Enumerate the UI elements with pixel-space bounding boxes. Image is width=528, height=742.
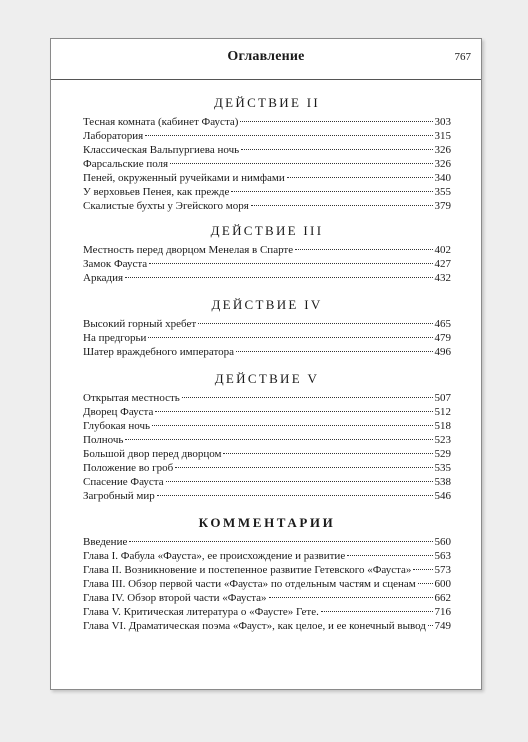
dot-leader bbox=[182, 397, 433, 398]
section-spacer bbox=[83, 285, 451, 297]
dot-leader bbox=[413, 569, 432, 570]
page-header bbox=[51, 39, 481, 80]
toc-entry-page: 402 bbox=[434, 244, 451, 256]
toc-entry-page: 340 bbox=[434, 172, 451, 184]
dot-leader bbox=[295, 249, 432, 250]
dot-leader bbox=[170, 163, 432, 164]
toc-entry[interactable] bbox=[83, 199, 451, 213]
toc-entry[interactable] bbox=[83, 257, 451, 271]
toc-entry-title: Тесная комната (кабинет Фауста) bbox=[83, 116, 239, 128]
toc-entry-page: 538 bbox=[434, 476, 451, 488]
dot-leader bbox=[125, 277, 432, 278]
toc-entry[interactable] bbox=[83, 345, 451, 359]
toc-entry-title: Местность перед дворцом Менелая в Спарте bbox=[83, 244, 294, 256]
section-spacer bbox=[83, 359, 451, 371]
toc-entry[interactable] bbox=[83, 129, 451, 143]
toc-entry[interactable] bbox=[83, 157, 451, 171]
toc-entry-page: 560 bbox=[434, 536, 451, 548]
section-heading-act-3: ДЕЙСТВИЕ III bbox=[210, 223, 324, 238]
toc-entry-page: 716 bbox=[434, 606, 451, 618]
section-spacer bbox=[83, 503, 451, 515]
toc-entry-page: 432 bbox=[434, 272, 451, 284]
toc-entry-page: 355 bbox=[434, 186, 451, 198]
toc-entry[interactable] bbox=[83, 619, 451, 633]
toc-entry-page: 427 bbox=[434, 258, 451, 270]
toc-entry-title: Глава IV. Обзор второй части «Фауста» bbox=[83, 592, 267, 604]
toc-entry-title: Дворец Фауста bbox=[83, 406, 154, 418]
dot-leader bbox=[251, 205, 433, 206]
toc-entry-page: 529 bbox=[434, 448, 451, 460]
book-page bbox=[50, 38, 482, 690]
toc-entry[interactable] bbox=[83, 461, 451, 475]
dot-leader bbox=[152, 425, 433, 426]
page-title: Оглавление bbox=[227, 49, 305, 64]
section-spacer bbox=[83, 213, 451, 223]
dot-leader bbox=[240, 121, 432, 122]
toc-entry[interactable] bbox=[83, 577, 451, 591]
toc-entry[interactable] bbox=[83, 605, 451, 619]
toc-entry-title: Глубокая ночь bbox=[83, 420, 150, 432]
section-heading-act-2: ДЕЙСТВИЕ II bbox=[213, 95, 321, 110]
toc-entry-page: 600 bbox=[434, 578, 451, 590]
dot-leader bbox=[166, 481, 433, 482]
dot-leader bbox=[148, 337, 432, 338]
dot-leader bbox=[287, 177, 433, 178]
toc-entry-page: 465 bbox=[434, 318, 451, 330]
dot-leader bbox=[145, 135, 432, 136]
toc-entry-title: Аркадия bbox=[83, 272, 124, 284]
toc-entry[interactable] bbox=[83, 243, 451, 257]
dot-leader bbox=[428, 625, 433, 626]
toc-entry[interactable] bbox=[83, 475, 451, 489]
toc-entry-page: 535 bbox=[434, 462, 451, 474]
toc-entry-title: Шатер враждебного императора bbox=[83, 346, 235, 358]
toc-entry-page: 303 bbox=[434, 116, 451, 128]
toc-entry[interactable] bbox=[83, 535, 451, 549]
toc-entry[interactable] bbox=[83, 489, 451, 503]
dot-leader bbox=[418, 583, 433, 584]
toc-entry-page: 326 bbox=[434, 144, 451, 156]
section-heading-commentary: КОММЕНТАРИИ bbox=[198, 515, 336, 530]
toc-entry-page: 512 bbox=[434, 406, 451, 418]
dot-leader bbox=[223, 453, 432, 454]
table-of-contents bbox=[83, 95, 451, 633]
toc-entry-title: Замок Фауста bbox=[83, 258, 148, 270]
toc-entry-title: Загробный мир bbox=[83, 490, 155, 502]
toc-entry[interactable] bbox=[83, 331, 451, 345]
toc-entry[interactable] bbox=[83, 447, 451, 461]
toc-entry-title: Глава V. Критическая литература о «Фаусте» Гете. bbox=[83, 606, 319, 618]
toc-entry[interactable] bbox=[83, 317, 451, 331]
dot-leader bbox=[269, 597, 433, 598]
dot-leader bbox=[155, 411, 432, 412]
toc-entry-page: 496 bbox=[434, 346, 451, 358]
dot-leader bbox=[321, 611, 433, 612]
toc-entry-title: Лаборатория bbox=[83, 130, 144, 142]
dot-leader bbox=[347, 555, 432, 556]
toc-entry-title: Высокий горный хребет bbox=[83, 318, 197, 330]
toc-entry[interactable] bbox=[83, 419, 451, 433]
toc-entry[interactable] bbox=[83, 171, 451, 185]
toc-entry-page: 507 bbox=[434, 392, 451, 404]
section-heading-act-5: ДЕЙСТВИЕ V bbox=[214, 371, 320, 386]
toc-entry-page: 518 bbox=[434, 420, 451, 432]
toc-entry-title: Открытая местность bbox=[83, 392, 180, 404]
toc-entry-title: Спасение Фауста bbox=[83, 476, 164, 488]
toc-entry-page: 662 bbox=[434, 592, 451, 604]
toc-entry[interactable] bbox=[83, 271, 451, 285]
dot-leader bbox=[125, 439, 432, 440]
toc-entry-page: 523 bbox=[434, 434, 451, 446]
toc-entry-page: 379 bbox=[434, 200, 451, 212]
toc-entry-title: Скалистые бухты у Эгейского моря bbox=[83, 200, 249, 212]
toc-entry[interactable] bbox=[83, 563, 451, 577]
section-heading-act-4: ДЕЙСТВИЕ IV bbox=[211, 297, 323, 312]
toc-entry-title: Введение bbox=[83, 536, 128, 548]
toc-entry-title: Глава VI. Драматическая поэма «Фауст», как целое, и ее конечный вывод bbox=[83, 620, 426, 632]
dot-leader bbox=[149, 263, 432, 264]
toc-entry-title: Глава I. Фабула «Фауста», ее происхождение и развитие bbox=[83, 550, 346, 562]
toc-entry-page: 563 bbox=[434, 550, 451, 562]
toc-entry-page: 546 bbox=[434, 490, 451, 502]
toc-entry-title: На предгорьи bbox=[83, 332, 147, 344]
dot-leader bbox=[129, 541, 432, 542]
page-number: 767 bbox=[454, 51, 471, 63]
dot-leader bbox=[175, 467, 432, 468]
toc-entry-title: Фарсальские поля bbox=[83, 158, 169, 170]
toc-entry-title: У верховьев Пенея, как прежде bbox=[83, 186, 230, 198]
toc-entry[interactable] bbox=[83, 549, 451, 563]
toc-entry[interactable] bbox=[83, 115, 451, 129]
toc-entry[interactable] bbox=[83, 405, 451, 419]
dot-leader bbox=[236, 351, 432, 352]
toc-entry-title: Большой двор перед дворцом bbox=[83, 448, 222, 460]
dot-leader bbox=[157, 495, 433, 496]
dot-leader bbox=[231, 191, 432, 192]
toc-entry-title: Пеней, окруженный ручейками и нимфами bbox=[83, 172, 285, 184]
toc-entry-page: 315 bbox=[434, 130, 451, 142]
toc-entry[interactable] bbox=[83, 433, 451, 447]
toc-entry[interactable] bbox=[83, 143, 451, 157]
toc-entry-title: Классическая Вальпургиева ночь bbox=[83, 144, 240, 156]
toc-entry-title: Положение во гроб bbox=[83, 462, 174, 474]
toc-entry-page: 479 bbox=[434, 332, 451, 344]
dot-leader bbox=[198, 323, 432, 324]
toc-entry[interactable] bbox=[83, 591, 451, 605]
toc-entry[interactable] bbox=[83, 391, 451, 405]
toc-entry-title: Полночь bbox=[83, 434, 124, 446]
toc-entry-title: Глава III. Обзор первой части «Фауста» по отдельным частям и сценам bbox=[83, 578, 416, 590]
dot-leader bbox=[241, 149, 432, 150]
toc-entry-page: 573 bbox=[434, 564, 451, 576]
toc-entry-title: Глава II. Возникновение и постепенное развитие Гетевского «Фауста» bbox=[83, 564, 412, 576]
toc-entry-page: 326 bbox=[434, 158, 451, 170]
toc-entry-page: 749 bbox=[434, 620, 451, 632]
toc-entry[interactable] bbox=[83, 185, 451, 199]
